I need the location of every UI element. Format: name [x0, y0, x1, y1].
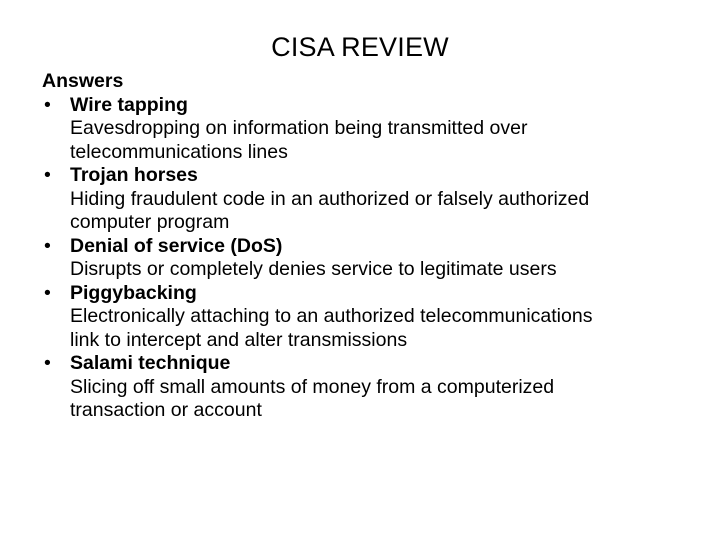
description-line: computer program	[70, 211, 230, 233]
term-wire-tapping: Wire tapping	[70, 93, 188, 116]
description-line: transaction or account	[70, 399, 262, 421]
slide-title	[0, 32, 720, 63]
term-salami-technique: Salami technique	[70, 352, 231, 374]
term-trojan-horses: Trojan horses	[70, 164, 198, 186]
term-denial-of-service: Denial of service (DoS)	[70, 234, 283, 257]
description-line: Electronically attaching to an authorized telecommunications	[70, 305, 593, 327]
description-line: Disrupts or completely denies service to legitimate users	[70, 258, 557, 280]
list-item	[42, 94, 692, 165]
bullet-icon: •	[44, 93, 51, 116]
bullet-icon: •	[44, 164, 51, 186]
list-item	[42, 282, 692, 353]
description-line: telecommunications lines	[70, 140, 288, 163]
term-piggybacking: Piggybacking	[70, 281, 197, 304]
description-line: Slicing off small amounts of money from a computerized	[70, 375, 555, 398]
bullet-icon: •	[44, 234, 51, 257]
list-item	[42, 352, 692, 423]
slide-title-text: CISA REVIEW	[271, 32, 449, 62]
slide-content	[42, 70, 692, 423]
description-line: Hiding fraudulent code in an authorized or falsely authorized	[70, 187, 590, 210]
description-line: Eavesdropping on information being transmitted over	[70, 117, 528, 139]
list-item	[42, 164, 692, 235]
list-item	[42, 235, 692, 282]
answer-list	[42, 94, 692, 423]
bullet-icon: •	[44, 352, 51, 374]
section-heading: Answers	[42, 70, 124, 92]
description-line: link to intercept and alter transmissions	[70, 328, 408, 351]
bullet-icon: •	[44, 281, 51, 304]
